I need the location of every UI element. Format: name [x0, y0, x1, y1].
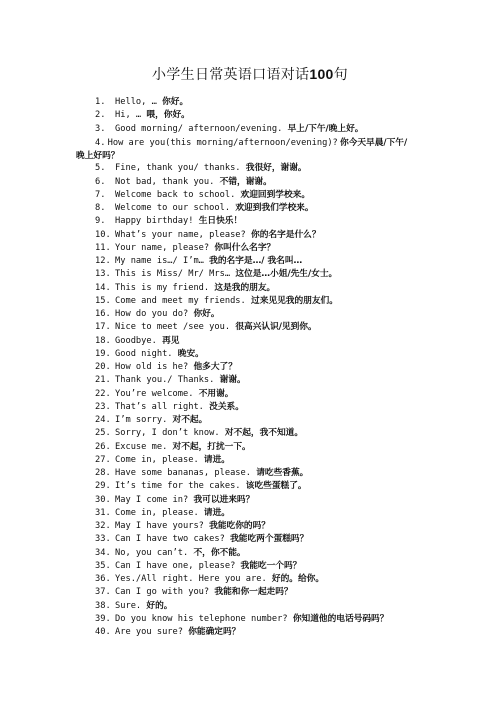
- dialogue-list: [0, 96, 500, 639]
- list-item: [0, 401, 500, 414]
- item-english: My name is…/ I’m…: [115, 256, 204, 266]
- item-number: 25.: [95, 428, 111, 439]
- item-english: You’re welcome.: [115, 388, 194, 399]
- item-number: 8.: [95, 203, 106, 213]
- item-number: 16.: [95, 309, 111, 319]
- list-item: [0, 613, 500, 626]
- item-chinese: 不错，谢谢。: [219, 176, 272, 187]
- item-text: [115, 480, 307, 493]
- item-english: What’s your name, please?: [115, 229, 246, 240]
- list-item: [0, 374, 500, 387]
- item-chinese: 再见: [162, 335, 180, 346]
- item-text: [115, 560, 301, 573]
- item-number: 17.: [95, 322, 111, 333]
- item-english: Come in, please.: [115, 454, 199, 465]
- list-item: [0, 176, 500, 189]
- item-text: [115, 242, 275, 255]
- item-english: I’m sorry.: [115, 415, 168, 425]
- list-item: [0, 215, 500, 228]
- item-number: 33.: [95, 534, 111, 545]
- list-item: [0, 109, 500, 122]
- item-chinese: 不用谢。: [198, 388, 234, 399]
- item-text: [115, 162, 307, 175]
- list-item: [0, 388, 500, 401]
- item-number: 29.: [95, 481, 111, 492]
- list-item: [0, 480, 500, 493]
- title-suffix: 句: [333, 67, 348, 83]
- item-chinese: 你知道他的电话号码吗？: [292, 613, 389, 624]
- item-chinese: 请吃些香蕉。: [256, 468, 309, 478]
- list-item: [0, 467, 500, 480]
- item-english: How do you do?: [115, 309, 189, 319]
- item-text: [115, 361, 237, 374]
- item-number: 7.: [95, 189, 106, 200]
- item-english: This is Miss/ Mr/ Mrs…: [115, 269, 231, 280]
- item-number: 22.: [95, 388, 111, 399]
- item-number: 28.: [95, 468, 111, 478]
- item-text: [115, 520, 270, 533]
- item-chinese: 欢迎到我们学校来。: [235, 203, 314, 213]
- list-item: [0, 361, 500, 374]
- list-item: [0, 162, 500, 175]
- item-chinese: 过来见见我的朋友们。: [251, 295, 338, 306]
- list-item: [0, 427, 500, 440]
- item-text: [115, 388, 233, 401]
- item-text: [115, 295, 338, 308]
- list-item: [0, 494, 500, 507]
- item-text: [115, 401, 244, 414]
- item-text: [115, 427, 303, 440]
- list-item: [0, 586, 500, 599]
- item-chinese: 请进。: [203, 507, 230, 518]
- item-number: 36.: [95, 574, 111, 584]
- list-item-line-2: [76, 149, 119, 163]
- item-number: 20.: [95, 362, 111, 372]
- item-text: [115, 335, 179, 348]
- item-chinese: 该吃些蛋糕了。: [245, 481, 307, 492]
- item-english: Come in, please.: [115, 507, 199, 518]
- item-chinese: 不，你不能。: [193, 547, 246, 558]
- item-chinese: 这位是…小姐/先生/女士。: [235, 269, 338, 280]
- list-item: [0, 308, 500, 321]
- item-number: 15.: [95, 295, 111, 306]
- item-english: Come and meet my friends.: [115, 295, 246, 306]
- item-chinese: 欢迎回到学校来。: [240, 189, 311, 200]
- item-chinese: 对不起，我不知道。: [224, 428, 304, 439]
- item-chinese: 晚安。: [177, 348, 204, 359]
- item-number: 9.: [95, 216, 106, 227]
- item-number: 11.: [95, 242, 111, 253]
- item-text: [115, 96, 188, 109]
- item-chinese: 对不起。: [172, 415, 208, 425]
- item-number: 24.: [95, 415, 111, 425]
- list-item: [0, 242, 500, 255]
- item-english: Welcome to our school.: [115, 203, 231, 213]
- item-text: [115, 374, 246, 387]
- list-item: [0, 348, 500, 361]
- item-text: [115, 547, 246, 560]
- list-item: [0, 268, 500, 281]
- item-chinese: 没关系。: [209, 401, 244, 412]
- item-text: [115, 414, 207, 427]
- item-chinese: 我能和你一起走吗？: [214, 587, 293, 598]
- item-chinese: 他多大了？: [193, 362, 237, 372]
- item-chinese: 我的名字是…/ 我名叫…: [209, 256, 303, 266]
- list-item: [0, 136, 500, 163]
- item-english: May I come in?: [115, 494, 189, 505]
- item-chinese: 你的名字是什么？: [251, 229, 321, 240]
- item-number: 13.: [95, 269, 111, 280]
- item-chinese: 谢谢。: [219, 375, 246, 386]
- item-chinese: 你好。: [162, 97, 189, 107]
- item-chinese: 请进。: [203, 454, 230, 465]
- item-text: [115, 282, 275, 295]
- item-english: That’s all right.: [115, 401, 204, 412]
- list-item: [0, 229, 500, 242]
- list-item: [0, 321, 500, 334]
- list-item-line-1: [95, 136, 407, 150]
- title-number: 100: [309, 66, 334, 82]
- item-chinese: 好的。: [146, 600, 173, 611]
- list-item: [0, 96, 500, 109]
- item-number: 23.: [95, 401, 111, 412]
- page-title: [0, 64, 500, 84]
- item-text: [115, 494, 254, 507]
- item-english: Hello, …: [115, 97, 157, 107]
- list-item: [0, 560, 500, 573]
- item-number: 38.: [95, 600, 111, 611]
- item-text: [115, 586, 293, 599]
- list-item: [0, 335, 500, 348]
- item-english: How are you(this morning/afternoon/evening)?: [107, 137, 338, 148]
- item-number: 26.: [95, 441, 111, 452]
- item-number: 40.: [95, 627, 111, 637]
- list-item: [0, 255, 500, 268]
- item-chinese: 生日快乐！: [198, 216, 243, 227]
- item-chinese: 我能吃两个蛋糕吗？: [230, 534, 309, 545]
- item-chinese: 我能吃你的吗？: [209, 521, 270, 531]
- item-chinese: 很高兴认识/见到你。: [235, 322, 317, 333]
- list-item: [0, 414, 500, 427]
- item-english: Your name, please?: [115, 242, 210, 253]
- item-chinese-continued: 晚上好吗？: [76, 151, 120, 161]
- item-text: [115, 467, 308, 480]
- item-english: May I have yours?: [115, 521, 204, 531]
- item-text: [115, 441, 251, 454]
- item-number: 27.: [95, 454, 111, 465]
- item-number: 10.: [95, 229, 111, 240]
- item-english: Yes./All right. Here you are.: [115, 574, 267, 584]
- item-chinese: 这是我的朋友。: [214, 282, 276, 293]
- item-english: Fine, thank you/ thanks.: [115, 163, 241, 174]
- item-english: Hi, …: [115, 110, 142, 121]
- item-english: Thank you./ Thanks.: [115, 375, 215, 386]
- item-text: [115, 321, 317, 334]
- item-text: [115, 626, 240, 639]
- item-number: 35.: [95, 560, 111, 571]
- item-chinese: 我能吃一个吗？: [240, 560, 302, 571]
- list-item: [0, 626, 500, 639]
- item-chinese: 我可以进来吗？: [193, 494, 255, 505]
- item-text: [115, 268, 337, 281]
- item-text: [115, 229, 321, 242]
- item-text: [115, 507, 230, 520]
- item-number: 12.: [95, 256, 111, 266]
- list-item: [0, 282, 500, 295]
- item-english: Have some bananas, please.: [115, 468, 251, 478]
- list-item: [0, 295, 500, 308]
- item-text: [115, 613, 388, 626]
- item-english: This is my friend.: [115, 282, 210, 293]
- item-english: Excuse me.: [115, 441, 168, 452]
- item-english: Are you sure?: [115, 627, 183, 637]
- item-english: Can I go with you?: [115, 587, 210, 598]
- item-english: Can I have two cakes?: [115, 534, 225, 545]
- list-item: [0, 507, 500, 520]
- item-text: [115, 176, 272, 189]
- item-english: How old is he?: [115, 362, 189, 372]
- item-number: 34.: [95, 547, 111, 558]
- item-english: It’s time for the cakes.: [115, 481, 241, 492]
- item-number: 1.: [95, 97, 106, 107]
- item-english: No, you can’t.: [115, 547, 189, 558]
- item-number: 39.: [95, 613, 111, 624]
- item-chinese: 我很好，谢谢。: [245, 163, 307, 174]
- item-number: 4.: [95, 137, 106, 148]
- item-english: Sure.: [115, 600, 142, 611]
- item-text: [115, 533, 308, 546]
- item-english: Good night.: [115, 348, 173, 359]
- item-text: [115, 189, 310, 202]
- item-number: 5.: [95, 163, 106, 174]
- item-english: Nice to meet /see you.: [115, 322, 231, 333]
- item-number: 14.: [95, 282, 111, 293]
- item-number: 37.: [95, 587, 111, 598]
- item-chinese: 好的。给你。: [271, 574, 325, 584]
- item-chinese: 你今天早晨/下午/: [339, 137, 408, 148]
- item-english: Sorry, I don’t know.: [115, 428, 220, 439]
- item-chinese: 对不起，打扰一下。: [172, 441, 251, 452]
- item-text: [115, 215, 242, 228]
- item-english: Happy birthday!: [115, 216, 194, 227]
- list-item: [0, 189, 500, 202]
- list-item: [0, 202, 500, 215]
- item-number: 3.: [95, 123, 106, 134]
- item-number: 31.: [95, 507, 111, 518]
- item-chinese: 早上/下午/晚上好。: [287, 123, 364, 134]
- item-number: 19.: [95, 348, 111, 359]
- list-item: [0, 547, 500, 560]
- item-number: 21.: [95, 375, 111, 386]
- item-text: [115, 202, 314, 215]
- item-english: Do you know his telephone number?: [115, 613, 288, 624]
- item-text: [115, 600, 172, 613]
- item-text: [115, 454, 230, 467]
- list-item: [0, 441, 500, 454]
- item-text: [115, 308, 220, 321]
- list-item: [0, 533, 500, 546]
- list-item: [0, 600, 500, 613]
- item-text: [115, 123, 363, 136]
- item-number: 32.: [95, 521, 111, 531]
- title-text: 小学生日常英语口语对话: [152, 67, 310, 83]
- item-english: Not bad, thank you.: [115, 176, 215, 187]
- item-chinese: 你叫什么名字？: [214, 242, 276, 253]
- list-item: [0, 454, 500, 467]
- list-item: [0, 520, 500, 533]
- item-english: Good morning/ afternoon/evening.: [115, 123, 283, 134]
- item-number: 18.: [95, 335, 111, 346]
- item-chinese: 你能确定吗？: [188, 627, 241, 637]
- item-number: 6.: [95, 176, 106, 187]
- item-text: [115, 573, 324, 586]
- item-english: Welcome back to school.: [115, 189, 236, 200]
- item-chinese: 喂，你好。: [146, 110, 190, 121]
- item-text: [115, 348, 204, 361]
- item-english: Can I have one, please?: [115, 560, 236, 571]
- item-text: [115, 255, 302, 268]
- item-number: 2.: [95, 110, 106, 121]
- list-item: [0, 123, 500, 136]
- item-text: [115, 109, 190, 122]
- list-item: [0, 573, 500, 586]
- item-number: 30.: [95, 494, 111, 505]
- item-english: Goodbye.: [115, 335, 157, 346]
- item-chinese: 你好。: [193, 309, 220, 319]
